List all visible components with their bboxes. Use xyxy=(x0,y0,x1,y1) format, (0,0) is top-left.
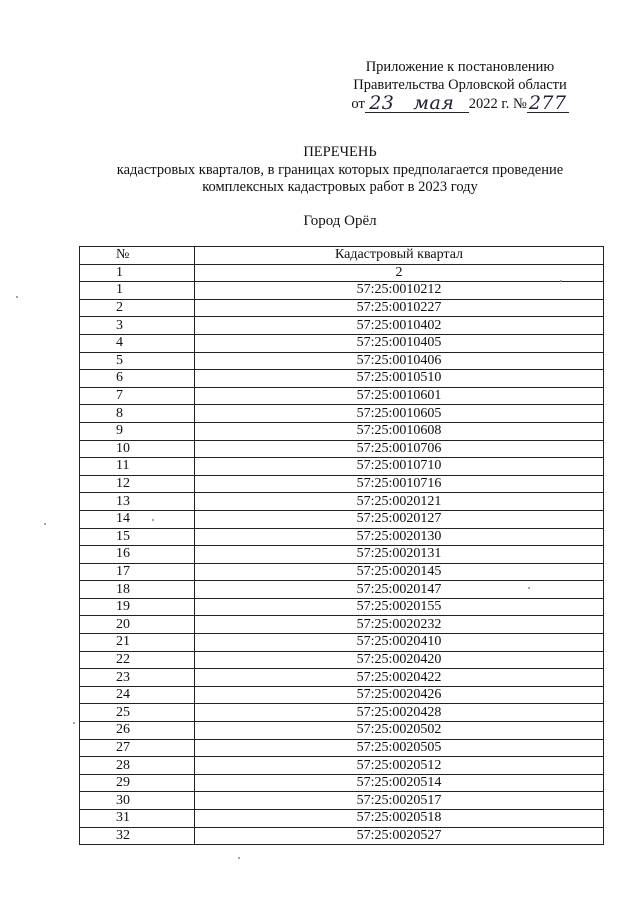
document-title: ПЕРЕЧЕНЬ xyxy=(303,144,377,160)
row-number: 6 xyxy=(80,370,195,388)
scan-speck xyxy=(152,519,154,521)
cadastral-quarter: 57:25:0020527 xyxy=(195,827,604,845)
table-row xyxy=(80,810,604,828)
cadastral-quarter: 57:25:0010608 xyxy=(195,422,604,440)
cadastral-quarter: 57:25:0020147 xyxy=(195,581,604,599)
header-quarter: Кадастровый квартал xyxy=(195,247,604,265)
cadastral-quarter: 57:25:0020517 xyxy=(195,792,604,810)
row-number: 20 xyxy=(80,616,195,634)
table-row xyxy=(80,616,604,634)
cadastral-quarter: 57:25:0020428 xyxy=(195,704,604,722)
cadastral-quarter: 57:25:0010716 xyxy=(195,475,604,493)
document-subtitle-1: кадастровых кварталов, в границах которых предполагается проведение xyxy=(116,162,564,178)
table-row xyxy=(80,317,604,335)
cadastral-quarter: 57:25:0010601 xyxy=(195,387,604,405)
table-row xyxy=(80,334,604,352)
cadastral-quarter: 57:25:0020127 xyxy=(195,510,604,528)
cadastral-quarter: 57:25:0020121 xyxy=(195,493,604,511)
table-column-number-row xyxy=(80,264,604,282)
table-row xyxy=(80,651,604,669)
cadastral-quarter: 57:25:0020514 xyxy=(195,774,604,792)
cadastral-quarter: 57:25:0020502 xyxy=(195,722,604,740)
row-number: 10 xyxy=(80,440,195,458)
table-row xyxy=(80,299,604,317)
appendix-line-2: Правительства Орловской области xyxy=(353,77,567,93)
appendix-line-1: Приложение к постановлению xyxy=(365,59,555,75)
row-number: 27 xyxy=(80,739,195,757)
table-row xyxy=(80,669,604,687)
row-number: 12 xyxy=(80,475,195,493)
table-row xyxy=(80,370,604,388)
cadastral-quarter: 57:25:0010227 xyxy=(195,299,604,317)
cadastral-quarter: 57:25:0010212 xyxy=(195,282,604,300)
table-row xyxy=(80,422,604,440)
table-row xyxy=(80,581,604,599)
cadastral-quarter: 57:25:0020505 xyxy=(195,739,604,757)
table-row xyxy=(80,440,604,458)
row-number: 8 xyxy=(80,405,195,423)
row-number: 24 xyxy=(80,686,195,704)
row-number: 25 xyxy=(80,704,195,722)
cadastral-quarter: 57:25:0010405 xyxy=(195,334,604,352)
cadastral-quarter: 57:25:0020130 xyxy=(195,528,604,546)
scan-speck xyxy=(560,280,562,282)
table-row xyxy=(80,774,604,792)
cadastral-quarter: 57:25:0020410 xyxy=(195,634,604,652)
table-row xyxy=(80,282,604,300)
table-row xyxy=(80,563,604,581)
table-row xyxy=(80,704,604,722)
row-number: 13 xyxy=(80,493,195,511)
scan-speck xyxy=(73,722,75,724)
row-number: 5 xyxy=(80,352,195,370)
handwritten-day: 23 xyxy=(365,94,399,113)
cadastral-quarter: 57:25:0020512 xyxy=(195,757,604,775)
city-heading: Город Орёл xyxy=(303,213,377,229)
table-row xyxy=(80,528,604,546)
row-number: 9 xyxy=(80,422,195,440)
row-number: 15 xyxy=(80,528,195,546)
row-number: 11 xyxy=(80,458,195,476)
table-row xyxy=(80,598,604,616)
row-number: 17 xyxy=(80,563,195,581)
table-row xyxy=(80,475,604,493)
row-number: 19 xyxy=(80,598,195,616)
row-number: 30 xyxy=(80,792,195,810)
row-number: 29 xyxy=(80,774,195,792)
row-number: 22 xyxy=(80,651,195,669)
cadastral-quarter: 57:25:0010510 xyxy=(195,370,604,388)
column-number-2: 2 xyxy=(195,264,604,282)
table-body xyxy=(80,282,604,845)
cadastral-quarter: 57:25:0020145 xyxy=(195,563,604,581)
scan-speck xyxy=(528,587,530,589)
table-row xyxy=(80,634,604,652)
scan-speck xyxy=(238,857,240,859)
row-number: 23 xyxy=(80,669,195,687)
cadastral-quarter: 57:25:0020420 xyxy=(195,651,604,669)
cadastral-quarter: 57:25:0010605 xyxy=(195,405,604,423)
date-year: 2022 г. № xyxy=(468,96,527,112)
row-number: 32 xyxy=(80,827,195,845)
table-row xyxy=(80,792,604,810)
row-number: 28 xyxy=(80,757,195,775)
handwritten-month: мая xyxy=(399,94,469,113)
cadastral-quarter: 57:25:0020426 xyxy=(195,686,604,704)
cadastral-quarter: 57:25:0010402 xyxy=(195,317,604,335)
cadastral-quarter: 57:25:0020518 xyxy=(195,810,604,828)
cadastral-quarter: 57:25:0020422 xyxy=(195,669,604,687)
table-row xyxy=(80,387,604,405)
table-row xyxy=(80,546,604,564)
table-row xyxy=(80,686,604,704)
cadastral-quarter: 57:25:0010710 xyxy=(195,458,604,476)
row-number: 26 xyxy=(80,722,195,740)
table-row xyxy=(80,757,604,775)
table-row xyxy=(80,739,604,757)
row-number: 31 xyxy=(80,810,195,828)
table-row xyxy=(80,352,604,370)
appendix-header xyxy=(330,58,590,113)
row-number: 18 xyxy=(80,581,195,599)
cadastral-quarter: 57:25:0010406 xyxy=(195,352,604,370)
row-number: 21 xyxy=(80,634,195,652)
date-prefix: от xyxy=(351,96,365,112)
appendix-date-line xyxy=(330,94,590,113)
row-number: 4 xyxy=(80,334,195,352)
row-number: 14 xyxy=(80,510,195,528)
row-number: 1 xyxy=(80,282,195,300)
table-row xyxy=(80,405,604,423)
document-subtitle-2: комплексных кадастровых работ в 2023 году xyxy=(202,179,478,195)
table-row xyxy=(80,458,604,476)
cadastral-quarter: 57:25:0010706 xyxy=(195,440,604,458)
row-number: 2 xyxy=(80,299,195,317)
header-number: № xyxy=(80,247,195,265)
row-number: 3 xyxy=(80,317,195,335)
table-row xyxy=(80,493,604,511)
row-number: 7 xyxy=(80,387,195,405)
cadastral-quarter: 57:25:0020131 xyxy=(195,546,604,564)
cadastral-table xyxy=(79,246,604,845)
row-number: 16 xyxy=(80,546,195,564)
cadastral-quarter: 57:25:0020232 xyxy=(195,616,604,634)
table-row xyxy=(80,827,604,845)
table-row xyxy=(80,510,604,528)
column-number-1: 1 xyxy=(80,264,195,282)
table-header-row xyxy=(80,247,604,265)
handwritten-number: 277 xyxy=(528,92,567,114)
table-row xyxy=(80,722,604,740)
cadastral-quarter: 57:25:0020155 xyxy=(195,598,604,616)
scan-speck xyxy=(16,296,18,298)
scan-speck xyxy=(44,523,46,525)
